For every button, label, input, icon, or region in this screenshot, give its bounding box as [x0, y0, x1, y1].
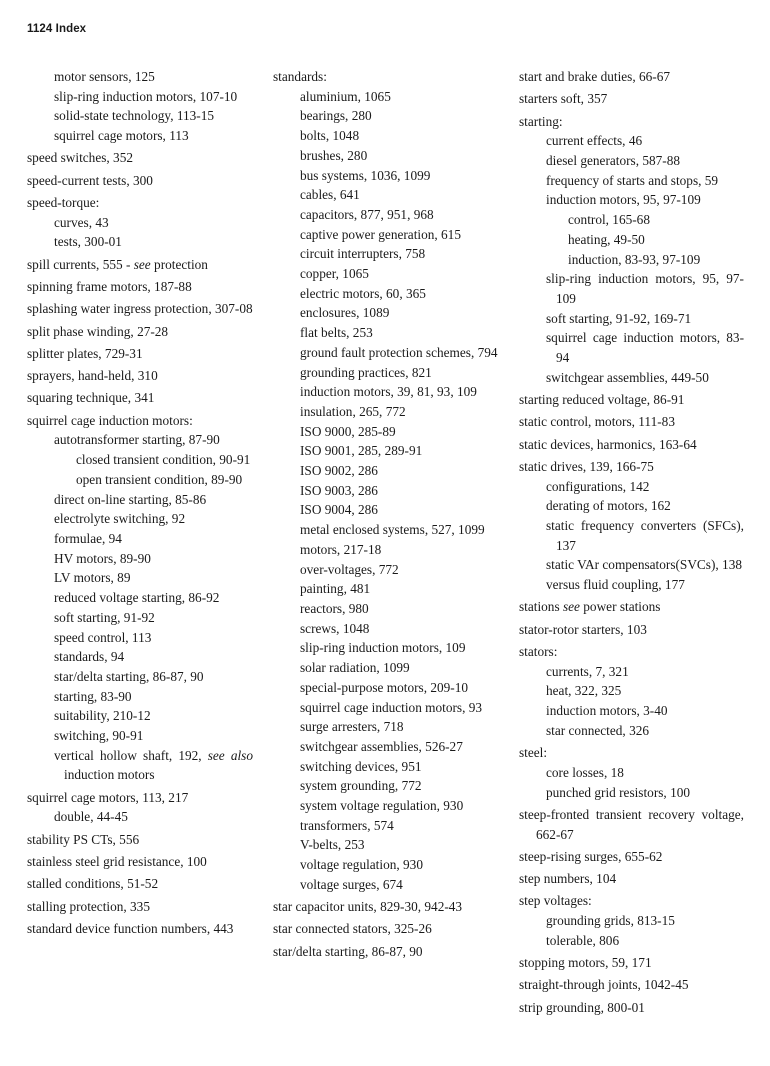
index-subentry: closed transient condition, 90-91: [76, 452, 251, 468]
index-subentry: suitability, 210-12: [54, 708, 151, 724]
index-entry: splashing water ingress protection, 307-08: [27, 301, 253, 317]
index-subentry: system grounding, 772: [300, 778, 422, 794]
index-subentry: tolerable, 806: [546, 932, 620, 948]
index-subentry: tests, 300-01: [54, 234, 122, 250]
index-entry: speed switches, 352: [27, 150, 133, 166]
index-subentry: currents, 7, 321: [546, 663, 629, 679]
index-subentry: squirrel cage induction motors, 83-94: [546, 330, 744, 366]
index-subentry: ISO 9002, 286: [300, 463, 378, 479]
index-subentry: static VAr compensators(SVCs), 138: [546, 557, 742, 573]
index-entry: strip grounding, 800-01: [519, 999, 645, 1015]
index-entry: stations see power stations: [519, 599, 661, 615]
index-entry: step voltages:: [519, 893, 592, 909]
index-subentry: electric motors, 60, 365: [300, 285, 426, 301]
index-entry: start and brake duties, 66-67: [519, 69, 671, 84]
index-entry: starting:: [519, 113, 563, 129]
index-subentry: switching devices, 951: [300, 758, 422, 774]
index-entry: stalling protection, 335: [27, 898, 150, 914]
index-subentry: grounding grids, 813-15: [546, 913, 675, 929]
index-subentry: frequency of starts and stops, 59: [546, 172, 719, 188]
index-subentry: ground fault protection schemes, 794: [300, 344, 498, 360]
index-subentry: HV motors, 89-90: [54, 550, 151, 566]
index-subentry: diesel generators, 587-88: [546, 153, 681, 168]
index-entry: steep-fronted transient recovery voltage, 662-67: [519, 806, 744, 842]
index-subentry: induction motors, 3-40: [546, 703, 668, 719]
index-entry: speed-torque:: [27, 195, 100, 210]
page-header: 1124 Index: [27, 23, 87, 35]
index-subentry: aluminium, 1065: [300, 88, 391, 104]
index-subentry: heat, 322, 325: [546, 683, 622, 699]
index-subentry: bus systems, 1036, 1099: [300, 167, 431, 183]
index-subentry: LV motors, 89: [54, 570, 131, 586]
index-subentry: over-voltages, 772: [300, 561, 399, 577]
index-subentry: speed control, 113: [54, 629, 152, 645]
index-entry: standards:: [273, 69, 327, 84]
index-subentry: electrolyte switching, 92: [54, 511, 186, 527]
index-subentry: derating of motors, 162: [546, 498, 671, 514]
index-entry: squaring technique, 341: [27, 390, 155, 406]
index-subentry: star connected, 326: [546, 722, 650, 738]
index-subentry: motor sensors, 125: [54, 69, 155, 84]
index-subentry: circuit interrupters, 758: [300, 246, 426, 262]
index-subentry: static frequency converters (SFCs), 137: [546, 518, 744, 553]
index-subentry: system voltage regulation, 930: [300, 798, 464, 814]
index-subentry: special-purpose motors, 209-10: [300, 679, 469, 695]
index-entry: spinning frame motors, 187-88: [27, 279, 192, 294]
index-entry: straight-through joints, 1042-45: [519, 977, 689, 993]
index-entry: spill currents, 555 - see protection: [27, 256, 208, 272]
index-subentry: transformers, 574: [300, 817, 394, 833]
index-subentry: formulae, 94: [54, 531, 122, 546]
index-column-3: [519, 67, 744, 1017]
index-entry: stainless steel grid resistance, 100: [27, 854, 207, 870]
index-subentry: double, 44-45: [54, 809, 128, 825]
index-subentry: squirrel cage induction motors, 93: [300, 699, 483, 715]
index-subentry: ISO 9001, 285, 289-91: [300, 443, 423, 459]
index-entry: stalled conditions, 51-52: [27, 876, 159, 892]
index-subentry: heating, 49-50: [568, 231, 645, 247]
index-subentry: captive power generation, 615: [300, 226, 461, 242]
index-entry: stability PS CTs, 556: [27, 831, 140, 847]
index-subentry: screws, 1048: [300, 620, 370, 636]
index-entry: standard device function numbers, 443: [27, 920, 234, 936]
index-subentry: starting, 83-90: [54, 688, 132, 704]
index-subentry: soft starting, 91-92: [54, 609, 155, 625]
index-entry: stator-rotor starters, 103: [519, 621, 647, 637]
index-subentry: ISO 9004, 286: [300, 502, 378, 518]
index-subentry: autotransformer starting, 87-90: [54, 432, 220, 448]
index-subentry: versus fluid coupling, 177: [546, 577, 685, 593]
index-subentry: insulation, 265, 772: [300, 403, 406, 419]
index-entry: static control, motors, 111-83: [519, 414, 675, 430]
index-subentry: induction motors, 39, 81, 93, 109: [300, 384, 477, 400]
index-entry: static drives, 139, 166-75: [519, 458, 654, 474]
index-subentry: slip-ring induction motors, 109: [300, 640, 466, 656]
index-subentry: ISO 9003, 286: [300, 482, 378, 498]
index-subentry: slip-ring induction motors, 95, 97-109: [546, 271, 744, 306]
index-subentry: slip-ring induction motors, 107-10: [54, 88, 238, 104]
index-entry: steel:: [519, 745, 548, 761]
index-subentry: cables, 641: [300, 187, 360, 203]
index-entry: step numbers, 104: [519, 871, 617, 887]
index-subentry: current effects, 46: [546, 133, 643, 149]
index-subentry: solar radiation, 1099: [300, 660, 410, 676]
index-subentry: motors, 217-18: [300, 541, 382, 557]
index-column-1: [27, 67, 253, 939]
index-subentry: switchgear assemblies, 449-50: [546, 369, 709, 385]
index-subentry: reactors, 980: [300, 600, 369, 616]
index-subentry: open transient condition, 89-90: [76, 471, 243, 487]
index-subentry: soft starting, 91-92, 169-71: [546, 310, 692, 326]
index-subentry: voltage surges, 674: [300, 876, 403, 892]
index-subentry: ISO 9000, 285-89: [300, 423, 396, 439]
index-entry: speed-current tests, 300: [27, 172, 153, 188]
index-subentry: capacitors, 877, 951, 968: [300, 206, 434, 222]
index-subentry: copper, 1065: [300, 266, 369, 282]
index-subentry: bolts, 1048: [300, 128, 360, 144]
index-subentry: curves, 43: [54, 214, 109, 230]
index-entry: squirrel cage motors, 113, 217: [27, 789, 189, 805]
index-entry: star/delta starting, 86-87, 90: [273, 943, 423, 959]
index-entry: stators:: [519, 644, 558, 660]
index-subentry: standards, 94: [54, 649, 125, 665]
index-subentry: solid-state technology, 113-15: [54, 108, 215, 124]
index-entry: starters soft, 357: [519, 91, 608, 107]
index-subentry: reduced voltage starting, 86-92: [54, 590, 220, 606]
index-subentry: brushes, 280: [300, 147, 368, 163]
index-subentry: V-belts, 253: [300, 837, 365, 853]
index-entry: star capacitor units, 829-30, 942-43: [273, 899, 463, 915]
index-subentry: voltage regulation, 930: [300, 857, 423, 873]
index-entry: split phase winding, 27-28: [27, 323, 169, 339]
index-entry: star connected stators, 325-26: [273, 921, 432, 937]
index-subentry: induction motors, 95, 97-109: [546, 192, 701, 208]
index-subentry: flat belts, 253: [300, 325, 373, 341]
index-column-2: [273, 67, 499, 961]
index-entry: squirrel cage induction motors:: [27, 412, 193, 428]
index-subentry: metal enclosed systems, 527, 1099: [300, 522, 485, 538]
index-subentry: grounding practices, 821: [300, 364, 432, 380]
index-subentry: punched grid resistors, 100: [546, 784, 691, 800]
index-subentry: direct on-line starting, 85-86: [54, 491, 207, 507]
index-entry: splitter plates, 729-31: [27, 345, 143, 361]
index-subentry: induction, 83-93, 97-109: [568, 251, 701, 267]
index-entry: sprayers, hand-held, 310: [27, 368, 158, 384]
index-subentry: switching, 90-91: [54, 728, 144, 744]
index-subentry: configurations, 142: [546, 478, 650, 494]
index-subentry: core losses, 18: [546, 764, 624, 780]
index-subentry: switchgear assemblies, 526-27: [300, 738, 463, 754]
index-entry: static devices, harmonics, 163-64: [519, 436, 697, 452]
index-subentry: surge arresters, 718: [300, 719, 404, 735]
index-subentry: bearings, 280: [300, 108, 372, 124]
index-entry: steep-rising surges, 655-62: [519, 848, 663, 864]
index-subentry: squirrel cage motors, 113: [54, 128, 189, 144]
index-subentry: control, 165-68: [568, 212, 650, 228]
index-subentry: enclosures, 1089: [300, 305, 390, 321]
index-subentry: star/delta starting, 86-87, 90: [54, 668, 204, 684]
index-entry: stopping motors, 59, 171: [519, 955, 652, 971]
index-subentry: vertical hollow shaft, 192, see also induction motors: [54, 747, 253, 783]
index-subentry: painting, 481: [300, 581, 371, 597]
index-entry: starting reduced voltage, 86-91: [519, 392, 685, 408]
